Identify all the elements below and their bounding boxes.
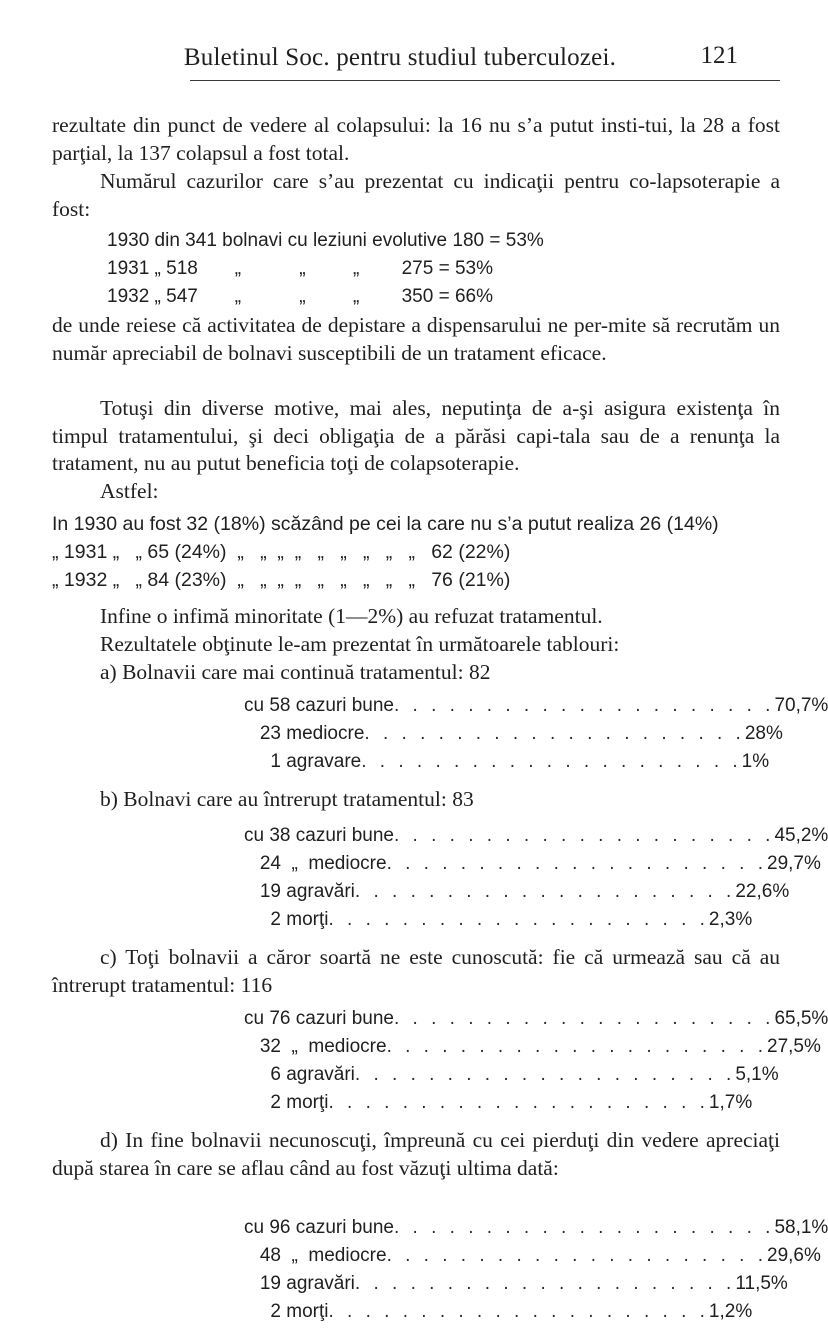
list-item: 48 „ mediocre . . . . . . . . . . . . . . . . . . . . . 29,6%	[244, 1242, 608, 1270]
paragraph-astfel: Astfel:	[100, 479, 159, 503]
leader-dots: . . . . . . . . . . . . . . . . . . . . .	[361, 751, 742, 772]
leader-dots: . . . . . . . . . . . . . . . . . . . . .	[394, 1008, 775, 1029]
leader-dots: . . . . . . . . . . . . . . . . . . . . .	[364, 723, 745, 744]
paragraph-however: Totuşi din diverse motive, mai ales, neputinţa de a-şi asigura existenţa în timpul tratamentului, şi deci obligaţia de a părăsi capi-tala sau de a renunţa la tratament, nu au putut beneficia toţi de colapsoterapie.	[52, 396, 780, 476]
section-a-list	[244, 692, 828, 776]
running-header	[0, 44, 800, 84]
leader-dots: . . . . . . . . . . . . . . . . . . . . .	[354, 1064, 736, 1085]
list-item: 2 morţi . . . . . . . . . . . . . . . . . . . . . 1,2%	[244, 1298, 608, 1326]
leader-dots: . . . . . . . . . . . . . . . . . . . . .	[394, 695, 775, 716]
leader-dots: . . . . . . . . . . . . . . . . . . . . .	[354, 881, 736, 902]
stat2-line-1931: „ 1931 „ „ 65 (24%) „ „ „ „ „ „ „ „ „ 62 (22%)	[52, 541, 511, 563]
stat2-line-1930: In 1930 au fost 32 (18%) scăzând pe cei la care nu s’a putut realiza 26 (14%)	[52, 513, 719, 535]
leader-dots: . . . . . . . . . . . . . . . . . . . . .	[386, 1036, 767, 1057]
leader-dots: . . . . . . . . . . . . . . . . . . . . .	[394, 825, 775, 846]
section-b-list	[244, 822, 828, 934]
list-item: cu 58 cazuri bune . . . . . . . . . . . . . . . . . . . . . 70,7%	[244, 692, 604, 720]
page-number: 121	[700, 42, 738, 69]
stat-line-1931: 1931 „ 518 „ „ „ 275 = 53%	[107, 258, 493, 279]
list-item: 23 mediocre . . . . . . . . . . . . . . . . . . . . . 28%	[244, 720, 604, 748]
paragraph-case-count: Numărul cazurilor care s’au prezentat cu indicaţii pentru co-lapsoterapie a fost:	[52, 169, 780, 221]
section-c-heading: c) Toţi bolnavii a căror soartă ne este cunoscută: fie că urmează sau că au întrerupt tratamentul: 116	[52, 945, 780, 997]
list-item: 19 agravări . . . . . . . . . . . . . . . . . . . . . 11,5%	[244, 1270, 608, 1298]
list-item: 2 morţi . . . . . . . . . . . . . . . . . . . . . 2,3%	[244, 906, 608, 934]
header-rule	[190, 80, 780, 81]
paragraph-results-intro: rezultate din punct de vedere al colapsului: la 16 nu s’a putut insti-tui, la 28 a fost parţial, la 137 colapsul a fost total.	[52, 113, 780, 165]
list-item: cu 38 cazuri bune . . . . . . . . . . . . . . . . . . . . . 45,2%	[244, 822, 608, 850]
section-d-list	[244, 1214, 828, 1326]
list-item: 1 agravare . . . . . . . . . . . . . . . . . . . . . 1%	[244, 748, 604, 776]
running-title: Buletinul Soc. pentru studiul tuberculozei.	[183, 44, 617, 71]
list-item: 24 „ mediocre . . . . . . . . . . . . . . . . . . . . . 29,7%	[244, 850, 608, 878]
stat-line-1932: 1932 „ 547 „ „ „ 350 = 66%	[107, 286, 493, 307]
list-item: cu 76 cazuri bune . . . . . . . . . . . . . . . . . . . . . 65,5%	[244, 1005, 606, 1033]
stat-line-1930: 1930 din 341 bolnavi cu leziuni evolutive 180 = 53%	[107, 230, 544, 251]
paragraph-screening: de unde reiese că activitatea de depistare a dispensarului ne per-mite să recrutăm un număr apreciabil de bolnavi susceptibili de un tratament eficace.	[52, 313, 780, 365]
list-item: 32 „ mediocre . . . . . . . . . . . . . . . . . . . . . 27,5%	[244, 1033, 606, 1061]
paragraph-tables-intro: Rezultatele obţinute le-am prezentat în următoarele tablouri:	[100, 632, 620, 656]
stat2-line-1932: „ 1932 „ „ 84 (23%) „ „ „ „ „ „ „ „ „ 76 (21%)	[52, 569, 511, 591]
section-a-heading: a) Bolnavii care mai continuă tratamentul: 82	[100, 660, 491, 684]
section-b-heading: b) Bolnavi care au întrerupt tratamentul: 83	[100, 787, 474, 811]
list-item: 19 agravări . . . . . . . . . . . . . . . . . . . . . 22,6%	[244, 878, 608, 906]
list-item: cu 96 cazuri bune . . . . . . . . . . . . . . . . . . . . . 58,1%	[244, 1214, 608, 1242]
leader-dots: . . . . . . . . . . . . . . . . . . . . .	[386, 1245, 767, 1266]
leader-dots: . . . . . . . . . . . . . . . . . . . . .	[328, 909, 709, 930]
leader-dots: . . . . . . . . . . . . . . . . . . . . .	[394, 1217, 775, 1238]
leader-dots: . . . . . . . . . . . . . . . . . . . . .	[328, 1301, 709, 1322]
leader-dots: . . . . . . . . . . . . . . . . . . . . .	[386, 853, 767, 874]
section-d-heading: d) In fine bolnavii necunoscuţi, împreună cu cei pierduţi din vedere apreciaţi după starea în care se aflau când au fost văzuţi ultima dată:	[52, 1128, 780, 1180]
list-item: 2 morţi . . . . . . . . . . . . . . . . . . . . . 1,7%	[244, 1089, 606, 1117]
paragraph-refused: Infine o infimă minoritate (1—2%) au refuzat tratamentul.	[100, 604, 603, 628]
list-item: 6 agravări . . . . . . . . . . . . . . . . . . . . . 5,1%	[244, 1061, 606, 1089]
section-c-list	[244, 1005, 828, 1117]
leader-dots: . . . . . . . . . . . . . . . . . . . . .	[354, 1273, 736, 1294]
leader-dots: . . . . . . . . . . . . . . . . . . . . .	[328, 1092, 709, 1113]
